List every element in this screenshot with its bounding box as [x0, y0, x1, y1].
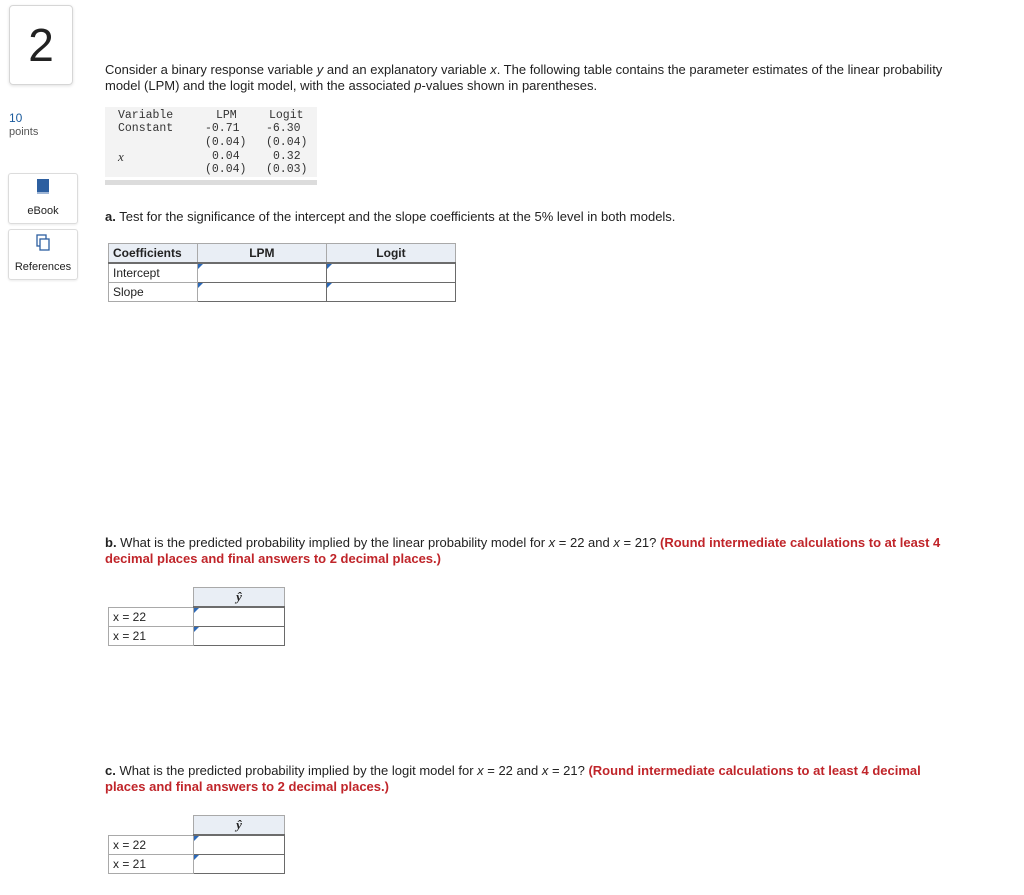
- points-value: 10: [9, 111, 23, 125]
- ebook-button[interactable]: [8, 173, 78, 224]
- estimates-row-label: Constant: [118, 122, 174, 135]
- yhat-header: ŷ: [194, 588, 285, 608]
- references-button[interactable]: [8, 229, 78, 280]
- estimates-header-logit: Logit: [269, 109, 304, 122]
- yhat-header: ŷ: [194, 816, 285, 836]
- logit-x21-answer[interactable]: [194, 855, 285, 874]
- estimates-cell: (0.04): [205, 163, 247, 176]
- lpm-x21-input[interactable]: [194, 627, 284, 645]
- logit-x21-input[interactable]: [194, 855, 284, 873]
- table-row: [109, 263, 456, 283]
- x22-label: x = 22: [109, 607, 194, 627]
- coefficients-header: Coefficients: [109, 244, 198, 264]
- intercept-lpm-input[interactable]: [198, 264, 326, 282]
- table-row: [109, 627, 285, 646]
- ebook-label: eBook: [27, 205, 59, 217]
- lpm-x21-answer[interactable]: [194, 627, 285, 646]
- estimates-cell: (0.03): [266, 163, 308, 176]
- copy-documents-icon: [35, 234, 51, 255]
- part-b-prompt: b. What is the predicted probability implied by the linear probability model for x = 22 and x = 21? (Round intermediate calculations to at least 4 decimal places and final answers to 2 decimal places.): [105, 535, 941, 566]
- part-c-rounding-note: (Round intermediate calculations to at least 4 decimal places and final answers to 2 decimal places.): [105, 763, 921, 794]
- estimates-header-variable: Variable: [118, 109, 174, 122]
- points-label: points: [9, 126, 39, 138]
- part-b-table: [108, 587, 285, 646]
- intercept-logit-input[interactable]: [327, 264, 455, 282]
- part-a-table: [108, 243, 456, 302]
- slope-lpm-select[interactable]: [197, 283, 326, 302]
- slope-logit-input[interactable]: [327, 283, 455, 301]
- lpm-header: LPM: [197, 244, 326, 264]
- intercept-lpm-select[interactable]: [197, 263, 326, 283]
- slope-label: Slope: [109, 283, 198, 302]
- x22-label: x = 22: [109, 835, 194, 855]
- estimates-table-bar: [105, 180, 317, 185]
- estimates-header-lpm: LPM: [216, 109, 237, 122]
- table-row: [109, 855, 285, 874]
- slope-lpm-input[interactable]: [198, 283, 326, 301]
- logit-header: Logit: [326, 244, 455, 264]
- estimates-cell: (0.04): [266, 136, 308, 149]
- part-c-prompt: c. What is the predicted probability implied by the logit model for x = 22 and x = 21? (Round intermediate calculations to at least 4 decimal places and final answers to 2 decimal places.): [105, 763, 921, 794]
- estimates-cell: -6.30: [266, 122, 301, 135]
- intercept-logit-select[interactable]: [326, 263, 455, 283]
- lpm-x22-input[interactable]: [194, 608, 284, 626]
- x21-label: x = 21: [109, 627, 194, 646]
- slope-logit-select[interactable]: [326, 283, 455, 302]
- intercept-label: Intercept: [109, 263, 198, 283]
- references-label: References: [14, 261, 72, 273]
- table-row: [109, 607, 285, 627]
- logit-x22-answer[interactable]: [194, 835, 285, 855]
- question-intro: Consider a binary response variable y and an explanatory variable x. The following table contains the parameter estimates of the linear probability model (LPM) and the logit model, with the associated p-values shown in parentheses.: [105, 62, 943, 93]
- part-c-table: [108, 815, 285, 874]
- estimates-row-label: x: [118, 149, 124, 164]
- table-row: [109, 283, 456, 302]
- x21-label: x = 21: [109, 855, 194, 874]
- part-b-rounding-note: (Round intermediate calculations to at least 4 decimal places and final answers to 2 decimal places.): [105, 535, 941, 566]
- part-a-prompt: a. Test for the significance of the intercept and the slope coefficients at the 5% level in both models.: [105, 209, 676, 224]
- question-number: 2: [9, 5, 73, 85]
- logit-x22-input[interactable]: [194, 836, 284, 854]
- estimates-cell: (0.04): [205, 136, 247, 149]
- book-icon: [35, 178, 51, 199]
- estimates-cell: 0.32: [273, 150, 301, 163]
- estimates-cell: 0.04: [212, 150, 240, 163]
- lpm-x22-answer[interactable]: [194, 607, 285, 627]
- estimates-cell: -0.71: [205, 122, 240, 135]
- table-row: [109, 835, 285, 855]
